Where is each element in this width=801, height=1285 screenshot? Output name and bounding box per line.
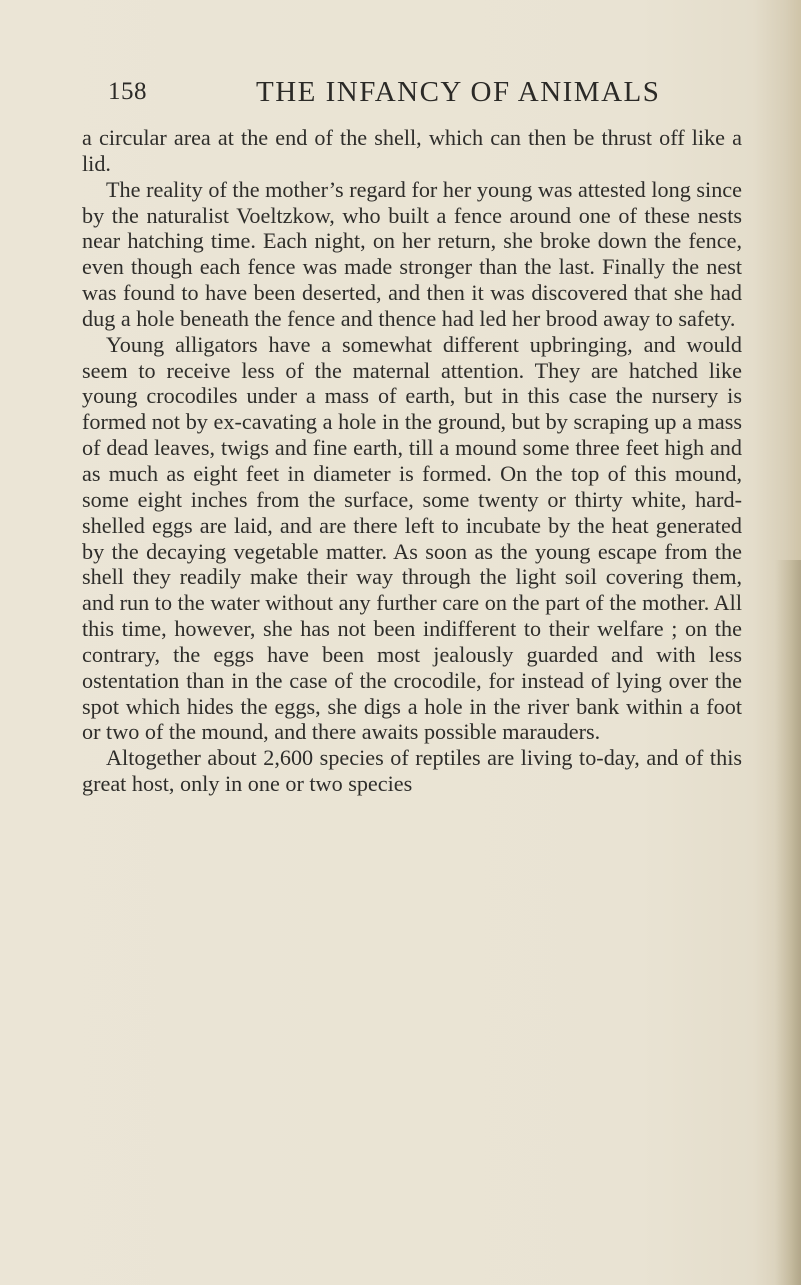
paragraph-voeltzkow: The reality of the mother’s regard for her young was attested long since by the naturalist Voeltzkow, who built a fence around one of these nests near hatching time. Each night, on her return, she broke down the fence, even though each fence was made stronger than the last. Finally the nest was found to have been deserted, and then it was discovered that she had dug a hole beneath the fence and thence had led her brood away to safety. bbox=[82, 176, 742, 331]
body-text bbox=[82, 125, 742, 797]
running-title: THE INFANCY OF ANIMALS bbox=[256, 76, 661, 108]
paragraph-alligators: Young alligators have a somewhat different upbringing, and would seem to receive less of the maternal attention. They are hatched like young crocodiles under a mass of earth, but in this case the nursery is formed not by ex-cavating a hole in the ground, but by scraping up a mass of dead leaves, twigs and fine earth, till a mound some three feet high and as much as eight feet in diameter is formed. On the top of this mound, some eight inches from the surface, some twenty or thirty white, hard-shelled eggs are laid, and are there left to incubate by the heat generated by the decaying vegetable matter. As soon as the young escape from the shell they readily make their way through the light soil covering them, and run to the water without any further care on the part of the mother. All this time, however, she has not been indifferent to their welfare ; on the contrary, the eggs have been most jealously guarded and with less ostentation than in the case of the crocodile, for instead of lying over the spot which hides the eggs, she digs a hole in the river bank within a foot or two of the mound, and there awaits possible marauders. bbox=[82, 331, 742, 745]
paragraph-reptile-species: Altogether about 2,600 species of reptiles are living to-day, and of this great host, only in one or two species bbox=[82, 745, 742, 797]
page-number: 158 bbox=[108, 78, 147, 105]
running-header bbox=[108, 76, 744, 116]
page-edge-stain bbox=[775, 560, 801, 1285]
paragraph-continuation: a circular area at the end of the shell, which can then be thrust off like a lid. bbox=[82, 125, 742, 176]
